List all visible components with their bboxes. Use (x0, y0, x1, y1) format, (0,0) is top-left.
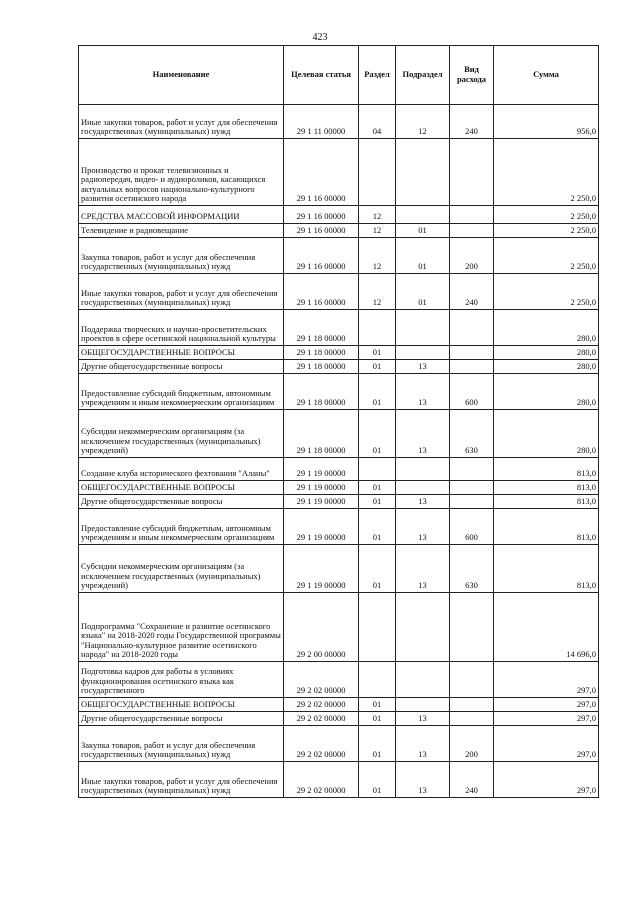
row-name: Поддержка творческих и научно-просветительских проектов в сфере осетинской национальной культуры (79, 310, 284, 346)
row-name: Закупка товаров, работ и услуг для обеспечения государственных (муниципальных) нужд (79, 238, 284, 274)
row-name: Подпрограмма "Сохранение и развитие осетинского языка" на 2018-2020 годы Государственной программы "Национально-культурное развитие осетинского народа" на 2018-2020 годы (79, 593, 284, 662)
row-section: 01 (359, 762, 396, 798)
row-section: 01 (359, 698, 396, 712)
row-subsection: 13 (396, 726, 450, 762)
row-target: 29 2 02 00000 (284, 662, 359, 698)
row-type: 240 (450, 105, 494, 139)
row-subsection (396, 698, 450, 712)
row-name: Другие общегосударственные вопросы (79, 360, 284, 374)
row-target: 29 1 19 00000 (284, 509, 359, 545)
row-sum: 280,0 (494, 360, 599, 374)
row-name: Иные закупки товаров, работ и услуг для обеспечения государственных (муниципальных) нужд (79, 274, 284, 310)
table-row (79, 274, 599, 310)
table-row (79, 495, 599, 509)
row-name: Иные закупки товаров, работ и услуг для обеспечения государственных (муниципальных) нужд (79, 762, 284, 798)
table-row (79, 374, 599, 410)
table-row (79, 545, 599, 593)
row-section: 01 (359, 712, 396, 726)
table-row (79, 224, 599, 238)
header-name: Наименование (79, 46, 284, 105)
table-row (79, 712, 599, 726)
row-sum: 2 250,0 (494, 224, 599, 238)
row-type (450, 224, 494, 238)
row-section: 12 (359, 224, 396, 238)
row-subsection: 01 (396, 274, 450, 310)
row-sum: 297,0 (494, 712, 599, 726)
page-number: 423 (312, 32, 328, 43)
row-target: 29 1 16 00000 (284, 238, 359, 274)
row-subsection: 12 (396, 105, 450, 139)
row-target: 29 1 18 00000 (284, 346, 359, 360)
row-subsection (396, 206, 450, 224)
row-section: 12 (359, 238, 396, 274)
row-subsection: 01 (396, 224, 450, 238)
row-name: Телевидение и радиовещание (79, 224, 284, 238)
row-type (450, 139, 494, 206)
row-section (359, 310, 396, 346)
row-sum: 297,0 (494, 726, 599, 762)
row-target: 29 2 02 00000 (284, 698, 359, 712)
row-sum: 813,0 (494, 458, 599, 481)
row-sum: 2 250,0 (494, 238, 599, 274)
row-subsection: 13 (396, 374, 450, 410)
row-section: 01 (359, 481, 396, 495)
row-subsection (396, 310, 450, 346)
row-type (450, 360, 494, 374)
row-subsection (396, 139, 450, 206)
row-subsection (396, 481, 450, 495)
table-row (79, 593, 599, 662)
row-section: 04 (359, 105, 396, 139)
row-subsection: 13 (396, 712, 450, 726)
row-type (450, 458, 494, 481)
row-subsection: 13 (396, 495, 450, 509)
row-subsection (396, 458, 450, 481)
row-section (359, 662, 396, 698)
row-type: 240 (450, 274, 494, 310)
row-type: 200 (450, 238, 494, 274)
header-type: Вид расхода (450, 46, 494, 105)
row-target: 29 1 18 00000 (284, 410, 359, 458)
row-target: 29 2 02 00000 (284, 726, 359, 762)
table-row (79, 310, 599, 346)
row-target: 29 1 18 00000 (284, 374, 359, 410)
table-row (79, 509, 599, 545)
row-subsection: 13 (396, 762, 450, 798)
table-row (79, 726, 599, 762)
row-sum: 297,0 (494, 762, 599, 798)
row-section: 01 (359, 360, 396, 374)
row-sum: 14 696,0 (494, 593, 599, 662)
row-type (450, 495, 494, 509)
row-sum: 813,0 (494, 481, 599, 495)
row-target: 29 1 19 00000 (284, 545, 359, 593)
row-name: Другие общегосударственные вопросы (79, 712, 284, 726)
row-type (450, 481, 494, 495)
row-target: 29 2 00 00000 (284, 593, 359, 662)
row-name: СРЕДСТВА МАССОВОЙ ИНФОРМАЦИИ (79, 206, 284, 224)
table-row (79, 238, 599, 274)
table-row (79, 139, 599, 206)
row-section (359, 593, 396, 662)
row-type (450, 698, 494, 712)
row-type (450, 662, 494, 698)
row-target: 29 1 19 00000 (284, 481, 359, 495)
row-target: 29 2 02 00000 (284, 762, 359, 798)
row-type: 200 (450, 726, 494, 762)
header-subsection: Подраздел (396, 46, 450, 105)
row-section: 01 (359, 374, 396, 410)
header-sum: Сумма (494, 46, 599, 105)
row-sum: 2 250,0 (494, 206, 599, 224)
table-row (79, 105, 599, 139)
row-target: 29 2 02 00000 (284, 712, 359, 726)
row-name: ОБЩЕГОСУДАРСТВЕННЫЕ ВОПРОСЫ (79, 346, 284, 360)
table-row (79, 360, 599, 374)
row-type: 600 (450, 509, 494, 545)
row-section: 12 (359, 206, 396, 224)
row-target: 29 1 16 00000 (284, 139, 359, 206)
row-section (359, 458, 396, 481)
row-name: Иные закупки товаров, работ и услуг для обеспечения государственных (муниципальных) нужд (79, 105, 284, 139)
row-sum: 813,0 (494, 509, 599, 545)
row-target: 29 1 11 00000 (284, 105, 359, 139)
row-subsection: 01 (396, 238, 450, 274)
row-name: Предоставление субсидий бюджетным, автономным учреждениям и иным некоммерческим организациям (79, 374, 284, 410)
row-name: Создание клуба исторического фехтования "Аланы" (79, 458, 284, 481)
table-row (79, 346, 599, 360)
row-sum: 2 250,0 (494, 274, 599, 310)
row-section: 01 (359, 410, 396, 458)
row-target: 29 1 16 00000 (284, 274, 359, 310)
row-target: 29 1 16 00000 (284, 224, 359, 238)
row-section: 01 (359, 346, 396, 360)
row-subsection: 13 (396, 545, 450, 593)
row-section: 12 (359, 274, 396, 310)
row-sum: 280,0 (494, 310, 599, 346)
budget-table (78, 45, 599, 798)
row-name: Производство и прокат телевизионных и радиопередач, видео- и аудиороликов, касающихся актуальных вопросов национально-культурного развития осетинского народа (79, 139, 284, 206)
table-header-row (79, 46, 599, 105)
row-name: Предоставление субсидий бюджетным, автономным учреждениям и иным некоммерческим организациям (79, 509, 284, 545)
row-target: 29 1 16 00000 (284, 206, 359, 224)
row-target: 29 1 19 00000 (284, 458, 359, 481)
row-sum: 956,0 (494, 105, 599, 139)
row-type: 630 (450, 410, 494, 458)
row-subsection: 13 (396, 360, 450, 374)
table-row (79, 206, 599, 224)
row-section: 01 (359, 545, 396, 593)
row-sum: 297,0 (494, 698, 599, 712)
row-type: 240 (450, 762, 494, 798)
table-row (79, 698, 599, 712)
row-type (450, 346, 494, 360)
row-sum: 280,0 (494, 374, 599, 410)
row-subsection (396, 593, 450, 662)
row-name: Субсидии некоммерческим организациям (за исключением государственных (муниципальных) учреждений) (79, 545, 284, 593)
row-sum: 2 250,0 (494, 139, 599, 206)
row-sum: 813,0 (494, 495, 599, 509)
row-subsection (396, 346, 450, 360)
row-name: Закупка товаров, работ и услуг для обеспечения государственных (муниципальных) нужд (79, 726, 284, 762)
row-subsection: 13 (396, 509, 450, 545)
row-name: Подготовка кадров для работы в условиях функционирования осетинского языка как государственного (79, 662, 284, 698)
header-section: Раздел (359, 46, 396, 105)
row-sum: 297,0 (494, 662, 599, 698)
row-name: ОБЩЕГОСУДАРСТВЕННЫЕ ВОПРОСЫ (79, 698, 284, 712)
table-row (79, 458, 599, 481)
row-section: 01 (359, 726, 396, 762)
row-target: 29 1 19 00000 (284, 495, 359, 509)
table-row (79, 481, 599, 495)
row-sum: 280,0 (494, 410, 599, 458)
row-name: Другие общегосударственные вопросы (79, 495, 284, 509)
row-sum: 280,0 (494, 346, 599, 360)
row-name: ОБЩЕГОСУДАРСТВЕННЫЕ ВОПРОСЫ (79, 481, 284, 495)
row-sum: 813,0 (494, 545, 599, 593)
row-type (450, 310, 494, 346)
row-type (450, 593, 494, 662)
row-name: Субсидии некоммерческим организациям (за исключением государственных (муниципальных) учреждений) (79, 410, 284, 458)
row-target: 29 1 18 00000 (284, 360, 359, 374)
table-row (79, 662, 599, 698)
row-target: 29 1 18 00000 (284, 310, 359, 346)
row-type (450, 712, 494, 726)
row-section (359, 139, 396, 206)
row-section: 01 (359, 495, 396, 509)
header-target: Целевая статья (284, 46, 359, 105)
row-section: 01 (359, 509, 396, 545)
row-type: 630 (450, 545, 494, 593)
row-type (450, 206, 494, 224)
row-subsection: 13 (396, 410, 450, 458)
table-row (79, 410, 599, 458)
table-row (79, 762, 599, 798)
row-type: 600 (450, 374, 494, 410)
row-subsection (396, 662, 450, 698)
